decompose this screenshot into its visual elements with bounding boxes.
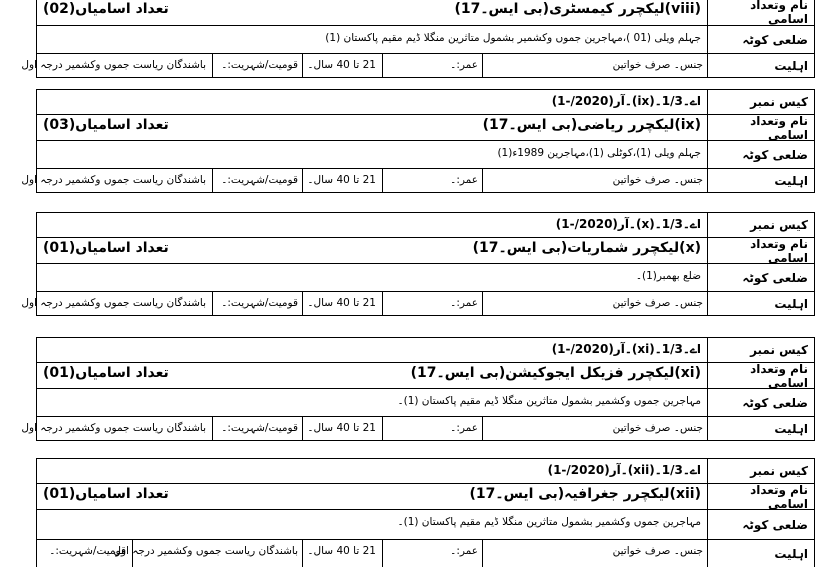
post-count: تعداد اسامیاں(01): [43, 365, 169, 381]
age-label: عمر:۔: [450, 422, 478, 434]
qualification-label: اہلیت: [707, 54, 814, 77]
name-count-label: نام وتعداد اسامی: [707, 484, 814, 509]
name-count-row: [37, 237, 814, 263]
domicile-text: باشندگان ریاست جموں وکشمیر درجہ اول: [21, 297, 206, 309]
district-quota-text: ضلع بھمبر(1)۔: [635, 270, 701, 282]
case-no-row: [37, 338, 814, 362]
gender-text: جنس۔ صرف خواتین: [612, 59, 703, 71]
qualification-label: اہلیت: [707, 540, 814, 567]
post-title: (x)لیکچرر شماریات(بی ایس۔17): [472, 240, 701, 256]
gender-text: جنس۔ صرف خواتین: [612, 422, 703, 434]
qualification-row: [21, 291, 814, 315]
domicile-text: باشندگان ریاست جموں وکشمیر درجہ اول: [21, 59, 206, 71]
district-quota-label: ضلعی کوٹہ: [707, 26, 814, 53]
case-no-row: [37, 213, 814, 237]
case-block-viii: [21, 0, 815, 78]
post-title: (ix)لیکچرر ریاضی(بی ایس۔17): [482, 117, 701, 133]
case-block-xii: [36, 458, 815, 567]
post-title: (viii)لیکچرر کیمسٹری(بی ایس۔17): [454, 1, 701, 17]
qualification-row: [21, 53, 814, 77]
age-label: عمر:۔: [450, 59, 478, 71]
case-no-row: [37, 459, 814, 483]
name-count-row: [37, 114, 814, 140]
qualification-row: [37, 539, 814, 567]
gender-text: جنس۔ صرف خواتین: [612, 174, 703, 186]
age-label: عمر:۔: [450, 174, 478, 186]
case-no-value: اے۔1/3۔(xii)۔آر(2020/-1): [547, 463, 701, 477]
district-quota-row: [37, 509, 814, 539]
district-quota-row: [37, 140, 814, 168]
district-quota-text: جہلم ویلی (1)،کوٹلی (1)،مہاجرین 1989ء(1): [497, 147, 701, 159]
post-count: تعداد اسامیاں(01): [43, 240, 169, 256]
qualification-label: اہلیت: [707, 292, 814, 315]
case-block-ix: [21, 89, 815, 193]
age-range: 21 تا 40 سال۔: [307, 174, 376, 186]
district-quota-label: ضلعی کوٹہ: [707, 141, 814, 168]
case-no-label: کیس نمبر: [707, 338, 814, 362]
qualification-row: [21, 416, 814, 440]
district-quota-label: ضلعی کوٹہ: [707, 389, 814, 416]
district-quota-row: [37, 388, 814, 416]
age-label: عمر:۔: [450, 297, 478, 309]
domicile-text: باشندگان ریاست جموں وکشمیر درجہ اول: [21, 422, 206, 434]
district-quota-row: [37, 263, 814, 291]
district-quota-text: جہلم ویلی (01 )،مہاجرین جموں وکشمیر بشمول متاثرین منگلا ڈیم مقیم پاکستان (1): [325, 32, 701, 44]
age-range: 21 تا 40 سال۔: [307, 545, 376, 557]
name-count-row: [37, 362, 814, 388]
post-count: تعداد اسامیاں(03): [43, 117, 169, 133]
age-range: 21 تا 40 سال۔: [307, 59, 376, 71]
qualification-row: [21, 168, 814, 192]
domicile-text: باشندگان ریاست جموں وکشمیر درجہ اول: [21, 174, 206, 186]
case-block-x: [21, 212, 815, 316]
qualification-label: اہلیت: [707, 169, 814, 192]
case-no-value: اے۔1/3۔(ix)۔آر(2020/-1): [551, 94, 701, 108]
age-range: 21 تا 40 سال۔: [307, 422, 376, 434]
gender-text: جنس۔ صرف خواتین: [612, 297, 703, 309]
district-quota-text: مہاجرین جموں وکشمیر بشمول متاثرین منگلا ڈیم مقیم پاکستان (1)۔: [397, 395, 701, 407]
qualification-label: اہلیت: [707, 417, 814, 440]
case-no-label: کیس نمبر: [707, 213, 814, 237]
case-no-label: کیس نمبر: [707, 90, 814, 114]
name-count-label: نام وتعداد اسامی: [707, 115, 814, 140]
name-count-label: نام وتعداد اسامی: [707, 363, 814, 388]
post-count: تعداد اسامیاں(02): [43, 1, 169, 17]
post-count: تعداد اسامیاں(01): [43, 486, 169, 502]
case-no-value: اے۔1/3۔(xi)۔آر(2020/-1): [551, 342, 701, 356]
post-title: (xii)لیکچرر جغرافیہ(بی ایس۔17): [469, 486, 701, 502]
district-quota-label: ضلعی کوٹہ: [707, 264, 814, 291]
nationality-label: قومیت/شہریت:۔: [221, 174, 298, 186]
name-count-row: [37, 0, 814, 25]
gender-text: جنس۔ صرف خواتین: [612, 545, 703, 557]
district-quota-label: ضلعی کوٹہ: [707, 510, 814, 539]
name-count-row: [37, 483, 814, 509]
case-block-xi: [21, 337, 815, 441]
age-range: 21 تا 40 سال۔: [307, 297, 376, 309]
district-quota-row: [37, 25, 814, 53]
case-no-value: اے۔1/3۔(x)۔آر(2020/-1): [555, 217, 701, 231]
domicile-text: باشندگان ریاست جموں وکشمیر درجہ اول: [113, 545, 298, 557]
nationality-label: قومیت/شہریت:۔: [221, 422, 298, 434]
nationality-label: قومیت/شہریت:۔: [221, 59, 298, 71]
name-count-label: نام وتعداد اسامی: [707, 238, 814, 263]
case-no-row: [37, 90, 814, 114]
nationality-label: قومیت/شہریت:۔: [49, 545, 126, 557]
post-title: (xi)لیکچرر فزیکل ایجوکیشن(بی ایس۔17): [410, 365, 701, 381]
name-count-label: نام وتعداد اسامی: [707, 0, 814, 25]
district-quota-text: مہاجرین جموں وکشمیر بشمول متاثرین منگلا ڈیم مقیم پاکستان (1)۔: [397, 516, 701, 528]
case-no-label: کیس نمبر: [707, 459, 814, 483]
nationality-label: قومیت/شہریت:۔: [221, 297, 298, 309]
age-label: عمر:۔: [450, 545, 478, 557]
